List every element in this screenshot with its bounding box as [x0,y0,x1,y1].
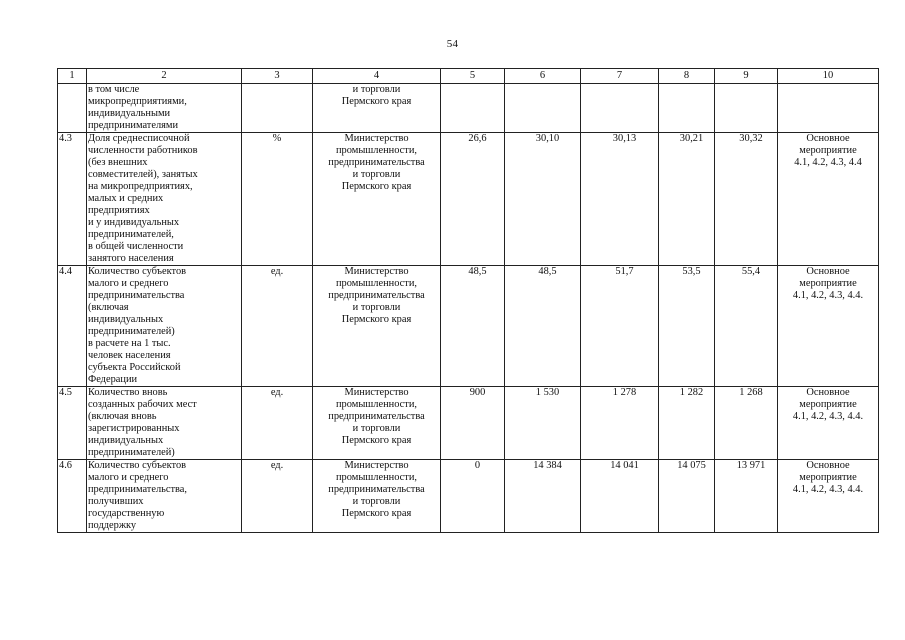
responsible-line: промышленности, [336,399,417,410]
indicator-number-cell: 4.6 [58,460,87,533]
value-cell [505,133,581,266]
indicator-name-line: Количество субъектов [88,266,187,277]
indicator-name-line: в том числе [88,84,140,95]
indicator-name-line: малых и средних [88,193,164,204]
value-cell [505,460,581,533]
indicator-name-line: предпринимателей) [88,447,175,458]
measures-cell [778,266,879,387]
value-text: 14 384 [533,460,562,471]
value-cell [581,266,659,387]
indicator-number-cell: 4.5 [58,387,87,460]
responsible-line: Пермского края [341,508,412,519]
measures-line: мероприятие [799,145,857,156]
header-cell: 5 [441,69,505,84]
table-row [58,387,879,460]
header-cell: 3 [242,69,313,84]
value-text: 30,13 [612,133,637,144]
responsible-cell [313,133,441,266]
responsible-line: предпринимательства [328,411,425,422]
indicator-number-cell: 4.4 [58,266,87,387]
value-cell [715,460,778,533]
value-text: 51,7 [615,266,634,277]
value-text: 1 278 [612,387,637,398]
measures-line: Основное [806,266,850,277]
indicator-name-line: на микропредприятиях, [88,181,193,192]
indicator-name-line: численности работников [88,145,198,156]
value-cell [659,84,715,133]
responsible-line: Пермского края [341,181,412,192]
header-cell: 7 [581,69,659,84]
measures-line: мероприятие [799,278,857,289]
indicator-name-line: Количество вновь [88,387,168,398]
value-cell [505,84,581,133]
value-cell [441,84,505,133]
indicator-name-line: предпринимателей, [88,229,174,240]
responsible-line: Министерство [344,266,409,277]
value-cell [715,266,778,387]
indicator-name-line: государственную [88,508,165,519]
measures-line: 4.1, 4.2, 4.3, 4.4 [794,157,862,168]
responsible-line: промышленности, [336,145,417,156]
responsible-line: предпринимательства [328,157,425,168]
indicator-name-line: малого и среднего [88,278,169,289]
measures-line: мероприятие [799,472,857,483]
value-cell [505,387,581,460]
indicator-name-line: в расчете на 1 тыс. [88,338,171,349]
value-cell [581,387,659,460]
value-text: 14 041 [610,460,639,471]
indicator-name-line: зарегистрированных [88,423,180,434]
indicator-name-line: малого и среднего [88,472,169,483]
value-cell [441,133,505,266]
value-text: 26,6 [468,133,487,144]
value-cell [505,266,581,387]
indicator-name-line: субъекта Российской [88,362,181,373]
responsible-line: и торговли [352,496,401,507]
measures-line: Основное [806,387,850,398]
indicator-name-line: (включая [88,302,129,313]
responsible-line: Министерство [344,133,409,144]
value-cell [659,133,715,266]
responsible-line: Пермского края [341,96,412,107]
value-cell [715,387,778,460]
responsible-cell [313,387,441,460]
responsible-line: Пермского края [341,435,412,446]
responsible-line: и торговли [352,84,401,95]
responsible-line: промышленности, [336,278,417,289]
measures-cell [778,133,879,266]
indicator-name-line: предприятиях [88,205,150,216]
indicator-name-line: человек населения [88,350,171,361]
indicator-number-cell: 4.3 [58,133,87,266]
indicator-name-cell [87,460,242,533]
responsible-cell [313,460,441,533]
measures-line: мероприятие [799,399,857,410]
indicator-name-line: предпринимательства [88,290,185,301]
indicator-name-line: индивидуальных [88,314,164,325]
value-cell [581,133,659,266]
indicator-name-cell [87,133,242,266]
header-cell: 2 [87,69,242,84]
value-text: 30,32 [739,133,763,144]
indicator-name-line: Количество субъектов [88,460,187,471]
value-text: 1 530 [535,387,560,398]
indicator-name-line: занятого населения [88,253,174,264]
indicator-name-line: поддержку [88,520,137,531]
header-cell: 10 [778,69,879,84]
value-cell [581,84,659,133]
value-text: 0 [474,460,481,471]
indicator-name-line: (включая вновь [88,411,157,422]
indicator-name-line: индивидуальными [88,108,171,119]
measures-line: 4.1, 4.2, 4.3, 4.4. [792,290,864,301]
value-text: 1 282 [679,387,704,398]
measures-line: Основное [806,460,850,471]
value-text: 48,5 [468,266,487,277]
indicator-name-line: получивших [88,496,144,507]
measures-cell [778,387,879,460]
indicator-name-line: и у индивидуальных [88,217,180,228]
indicator-name-line: совместителей), занятых [88,169,198,180]
measures-line: Основное [806,133,850,144]
measures-line: 4.1, 4.2, 4.3, 4.4. [792,411,864,422]
responsible-line: предпринимательства [328,290,425,301]
indicator-name-line: индивидуальных [88,435,164,446]
value-cell [441,387,505,460]
responsible-line: и торговли [352,169,401,180]
responsible-line: предпринимательства [328,484,425,495]
responsible-cell [313,266,441,387]
header-cell: 8 [659,69,715,84]
responsible-line: Министерство [344,460,409,471]
unit-cell: ед. [242,460,313,533]
value-text: 13 971 [736,460,766,471]
unit-cell: ед. [242,387,313,460]
indicator-name-line: Федерации [88,374,138,385]
value-text: 53,5 [682,266,701,277]
responsible-line: и торговли [352,423,401,434]
indicator-number-cell [58,84,87,133]
responsible-cell [313,84,441,133]
table-header-row [58,69,879,84]
value-text: 1 268 [739,387,763,398]
indicator-name-line: микропредприятиями, [88,96,187,107]
value-cell [715,84,778,133]
page-number: 54 [446,38,459,50]
indicator-name-line: в общей численности [88,241,184,252]
value-text: 30,10 [535,133,560,144]
indicator-name-cell [87,84,242,133]
header-cell: 1 [58,69,87,84]
indicator-name-cell [87,266,242,387]
value-text: 48,5 [538,266,557,277]
responsible-line: и торговли [352,302,401,313]
unit-cell: ед. [242,266,313,387]
indicator-name-line: созданных рабочих мест [88,399,197,410]
value-cell [581,460,659,533]
table-row [58,460,879,533]
table-row [58,84,879,133]
responsible-line: Министерство [344,387,409,398]
value-cell [441,460,505,533]
value-cell [659,387,715,460]
value-text: 14 075 [677,460,706,471]
indicator-name-line: предпринимателей) [88,326,175,337]
value-text: 900 [469,387,486,398]
unit-cell [242,84,313,133]
measures-cell [778,460,879,533]
table-row [58,266,879,387]
indicator-table [57,68,879,533]
measures-cell [778,84,879,133]
indicator-name-line: предпринимательства, [88,484,188,495]
value-cell [659,460,715,533]
header-cell: 4 [313,69,441,84]
value-cell [441,266,505,387]
value-text: 55,4 [741,266,761,277]
value-cell [659,266,715,387]
indicator-name-line: Доля среднесписочной [88,133,190,144]
header-cell: 6 [505,69,581,84]
responsible-line: промышленности, [336,472,417,483]
header-cell: 9 [715,69,778,84]
value-text: 30,21 [679,133,704,144]
responsible-line: Пермского края [341,314,412,325]
indicator-name-cell [87,387,242,460]
indicator-name-line: (без внешних [88,157,148,168]
unit-cell: % [242,133,313,266]
value-cell [715,133,778,266]
table-row [58,133,879,266]
measures-line: 4.1, 4.2, 4.3, 4.4. [792,484,864,495]
indicator-name-line: предпринимателями [88,120,179,131]
